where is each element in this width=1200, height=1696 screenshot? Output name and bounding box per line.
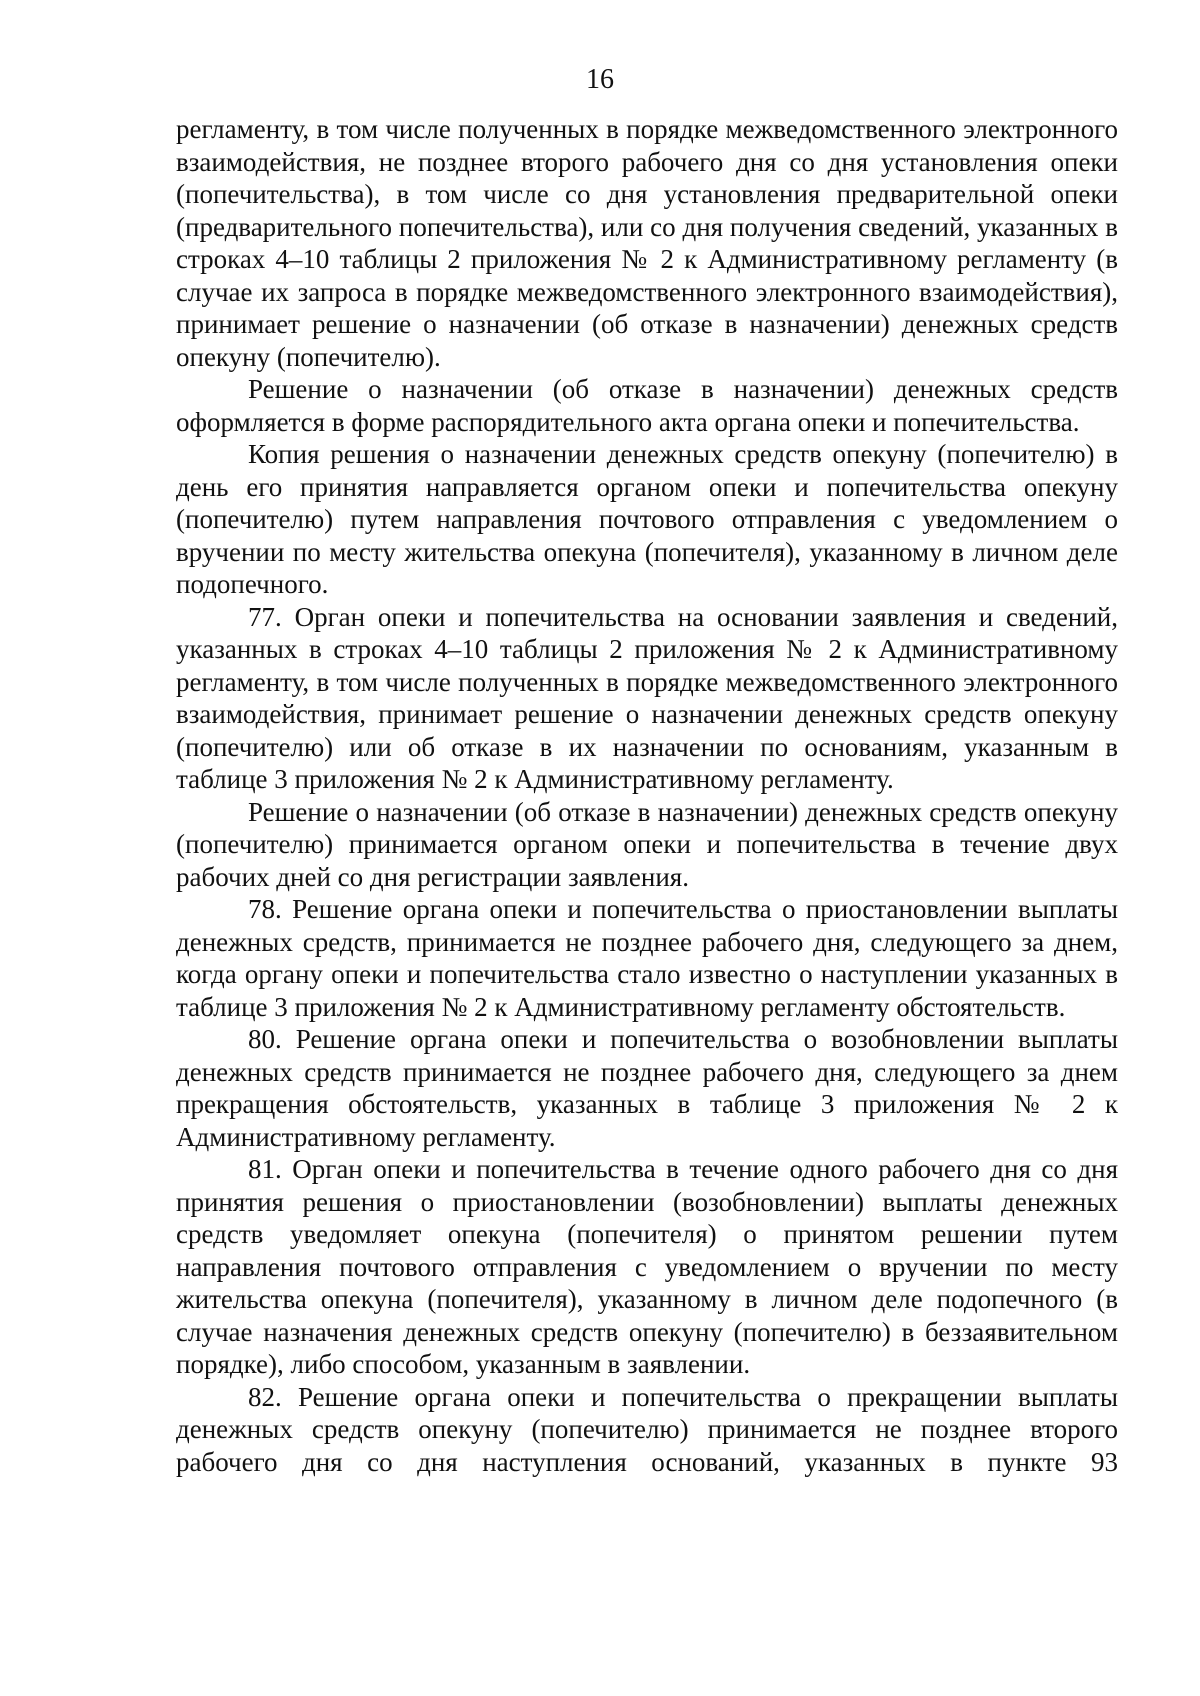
paragraph-decision-term: Решение о назначении (об отказе в назначении) денежных средств опекуну (попечителю) принимается органом опеки и попечительства в течение двух рабочих дней со дня регистрации заявления. (176, 796, 1118, 892)
paragraph-item-82: 82. Решение органа опеки и попечительства о прекращении выплаты денежных средств опекуну (попечителю) принимается не позднее второго рабочего дня со дня наступления оснований, указанных в пункте 93 (176, 1381, 1118, 1477)
paragraph-item-80: 80. Решение органа опеки и попечительства о возобновлении выплаты денежных средств принимается не позднее рабочего дня, следующего за днем прекращения обстоятельств, указанных в таблице 3 приложения № 2 к Административному регламенту. (176, 1024, 1118, 1152)
page-number: 16 (586, 64, 614, 95)
paragraph-item-81: 81. Орган опеки и попечительства в течение одного рабочего дня со дня принятия решения о приостановлении (возобновлении) выплаты денежных средств уведомляет опекуна (попечителя) о принятом решении путем направления почтового отправления с уведомлением о вручении по месту жительства опекуна (попечителя), указанному в личном деле подопечного (в случае назначения денежных средств опекуну (попечителю) в беззаявительном порядке), либо способом, указанным в заявлении. (176, 1154, 1118, 1379)
paragraph-item-77: 77. Орган опеки и попечительства на основании заявления и сведений, указанных в строках 4–10 таблицы 2 приложения № 2 к Административному регламенту, в том числе полученных в порядке межведомственного электронного взаимодействия, принимает решение о назначении денежных средств опекуну (попечителю) или об отказе в их назначении по основаниям, указанным в таблице 3 приложения № 2 к Административному регламенту. (176, 601, 1118, 794)
paragraph-item-78: 78. Решение органа опеки и попечительства о приостановлении выплаты денежных средств, принимается не позднее рабочего дня, следующего за днем, когда органу опеки и попечительства стало известно о наступлении указанных в таблице 3 приложения № 2 к Административному регламенту обстоятельств. (176, 894, 1118, 1022)
paragraph-decision-copy: Копия решения о назначении денежных средств опекуну (попечителю) в день его принятия направляется органом опеки и попечительства опекуну (попечителю) путем направления почтового отправления с уведомлением о вручении по месту жительства опекуна (попечителя), указанному в личном деле подопечного. (176, 439, 1118, 599)
paragraph-continuation: регламенту, в том числе полученных в порядке межведомственного электронного взаимодействия, не позднее второго рабочего дня со дня установления опеки (попечительства), в том числе со дня установления предварительной опеки (предварительного попечительства), или со дня получения сведений, указанных в строках 4–10 таблицы 2 приложения № 2 к Административному регламенту (в случае их запроса в порядке межведомственного электронного взаимодействия), принимает решение о назначении (об отказе в назначении) денежных средств опекуну (попечителю). (176, 114, 1118, 372)
paragraph-decision-form: Решение о назначении (об отказе в назначении) денежных средств оформляется в форме распорядительного акта органа опеки и попечительства. (176, 374, 1118, 437)
document-body (176, 113, 1118, 1478)
